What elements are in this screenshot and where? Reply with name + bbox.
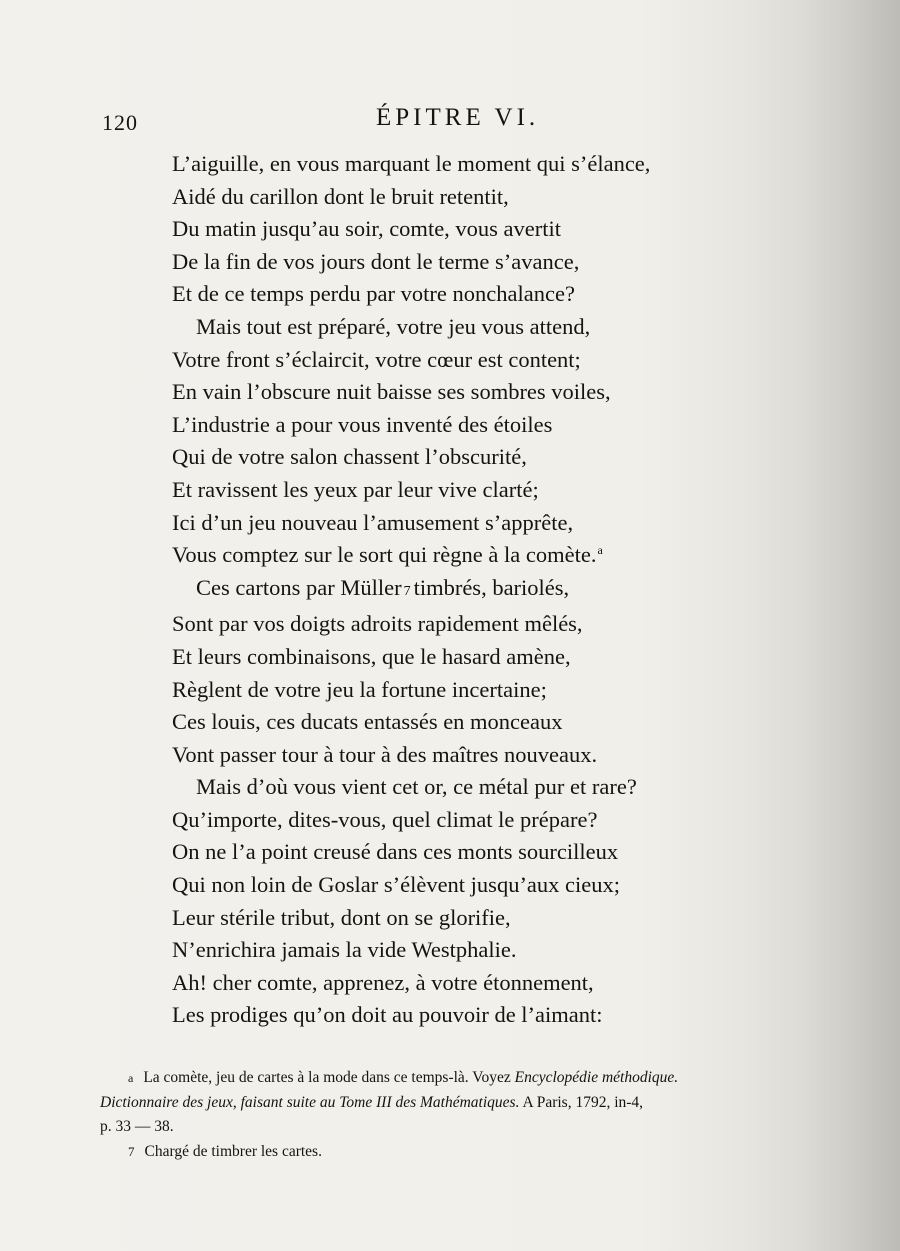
verse-line: Qui de votre salon chassent l’obscurité, [172,444,527,470]
verse-line-text-continued: timbrés, bariolés, [413,574,570,600]
footnote-text: A Paris, 1792, in-4, [522,1093,644,1111]
running-title: ÉPITRE VI. [376,104,540,131]
footnote-text: Chargé de timbrer les cartes. [144,1142,322,1160]
poem-text [172,148,792,1032]
verse-line: Qui non loin de Goslar s’élèvent jusqu’aux cieux; [172,872,621,898]
verse-line: Du matin jusqu’au soir, comte, vous avertit [172,216,562,242]
verse-line: Vont passer tour à tour à des maîtres nouveaux. [172,741,598,767]
verse-line: De la fin de vos jours dont le terme s’avance, [172,248,580,274]
verse-line: Règlent de votre jeu la fortune incertaine; [172,676,547,702]
verse-line: L’aiguille, en vous marquant le moment qui s’élance, [172,151,651,176]
verse-line: Et leurs combinaisons, que le hasard amène, [172,643,571,669]
page-number: 120 [102,110,138,135]
verse-line: Leur stérile tribut, dont on se glorifie, [172,904,511,930]
verse-line-text: Vous comptez sur le sort qui règne à la comète. [172,542,597,568]
verse-line: Sont par vos doigts adroits rapidement mêlés, [172,611,583,637]
verse-line: En vain l’obscure nuit baisse ses sombres voiles, [172,379,611,405]
footnote-title: faisant suite au Tome III des Mathématiques. [240,1093,520,1111]
page-header [0,104,900,138]
footnote-a [100,1066,838,1140]
verse-line: On ne l’a point creusé dans ces monts sourcilleux [172,839,619,865]
footnote-mark: 7 [128,1143,135,1159]
verse-line: Ici d’un jeu nouveau l’amusement s’apprête, [172,509,574,535]
verse-line: N’enrichira jamais la vide Westphalie. [172,937,517,963]
verse-line: Les prodiges qu’on doit au pouvoir de l’aimant: [172,1002,603,1028]
footnote-title: Encyclopédie méthodique. [514,1069,679,1086]
verse-line: L’industrie a pour vous inventé des étoiles [172,411,553,437]
verse-line-text: Ces cartons par Müller [196,574,402,600]
verse-line: Aidé du carillon dont le bruit retentit, [172,183,509,209]
verse-line: Ah! cher comte, apprenez, à votre étonnement, [172,969,594,995]
verse-line: Votre front s’éclaircit, votre cœur est content; [172,346,581,372]
verse-line-with-note [172,572,792,609]
footnote-title: Dictionnaire des jeux [100,1093,233,1111]
verse-line: Et ravissent les yeux par leur vive clarté; [172,476,539,502]
verse-line: Mais d’où vous vient cet or, ce métal pur et rare? [196,774,637,800]
footnote-text: p. 33 — 38. [100,1118,174,1135]
verse-line: Mais tout est préparé, votre jeu vous attend, [196,313,591,339]
footnote-reference-7: 7 [403,583,411,599]
footnote-mark: a [128,1071,134,1085]
verse-line: Ces louis, ces ducats entassés en monceaux [172,709,563,735]
verse-line: Et de ce temps perdu par votre nonchalance? [172,281,575,307]
verse-line-with-note [172,539,792,572]
footnotes [100,1066,838,1164]
footnote-separator: , [232,1093,237,1111]
footnote-text: La comète, jeu de cartes à la mode dans ce temps-là. Voyez [143,1069,511,1086]
verse-line: Qu’importe, dites-vous, quel climat le prépare? [172,806,598,832]
footnote-reference-a: a [597,542,603,557]
footnote-7 [100,1140,838,1165]
